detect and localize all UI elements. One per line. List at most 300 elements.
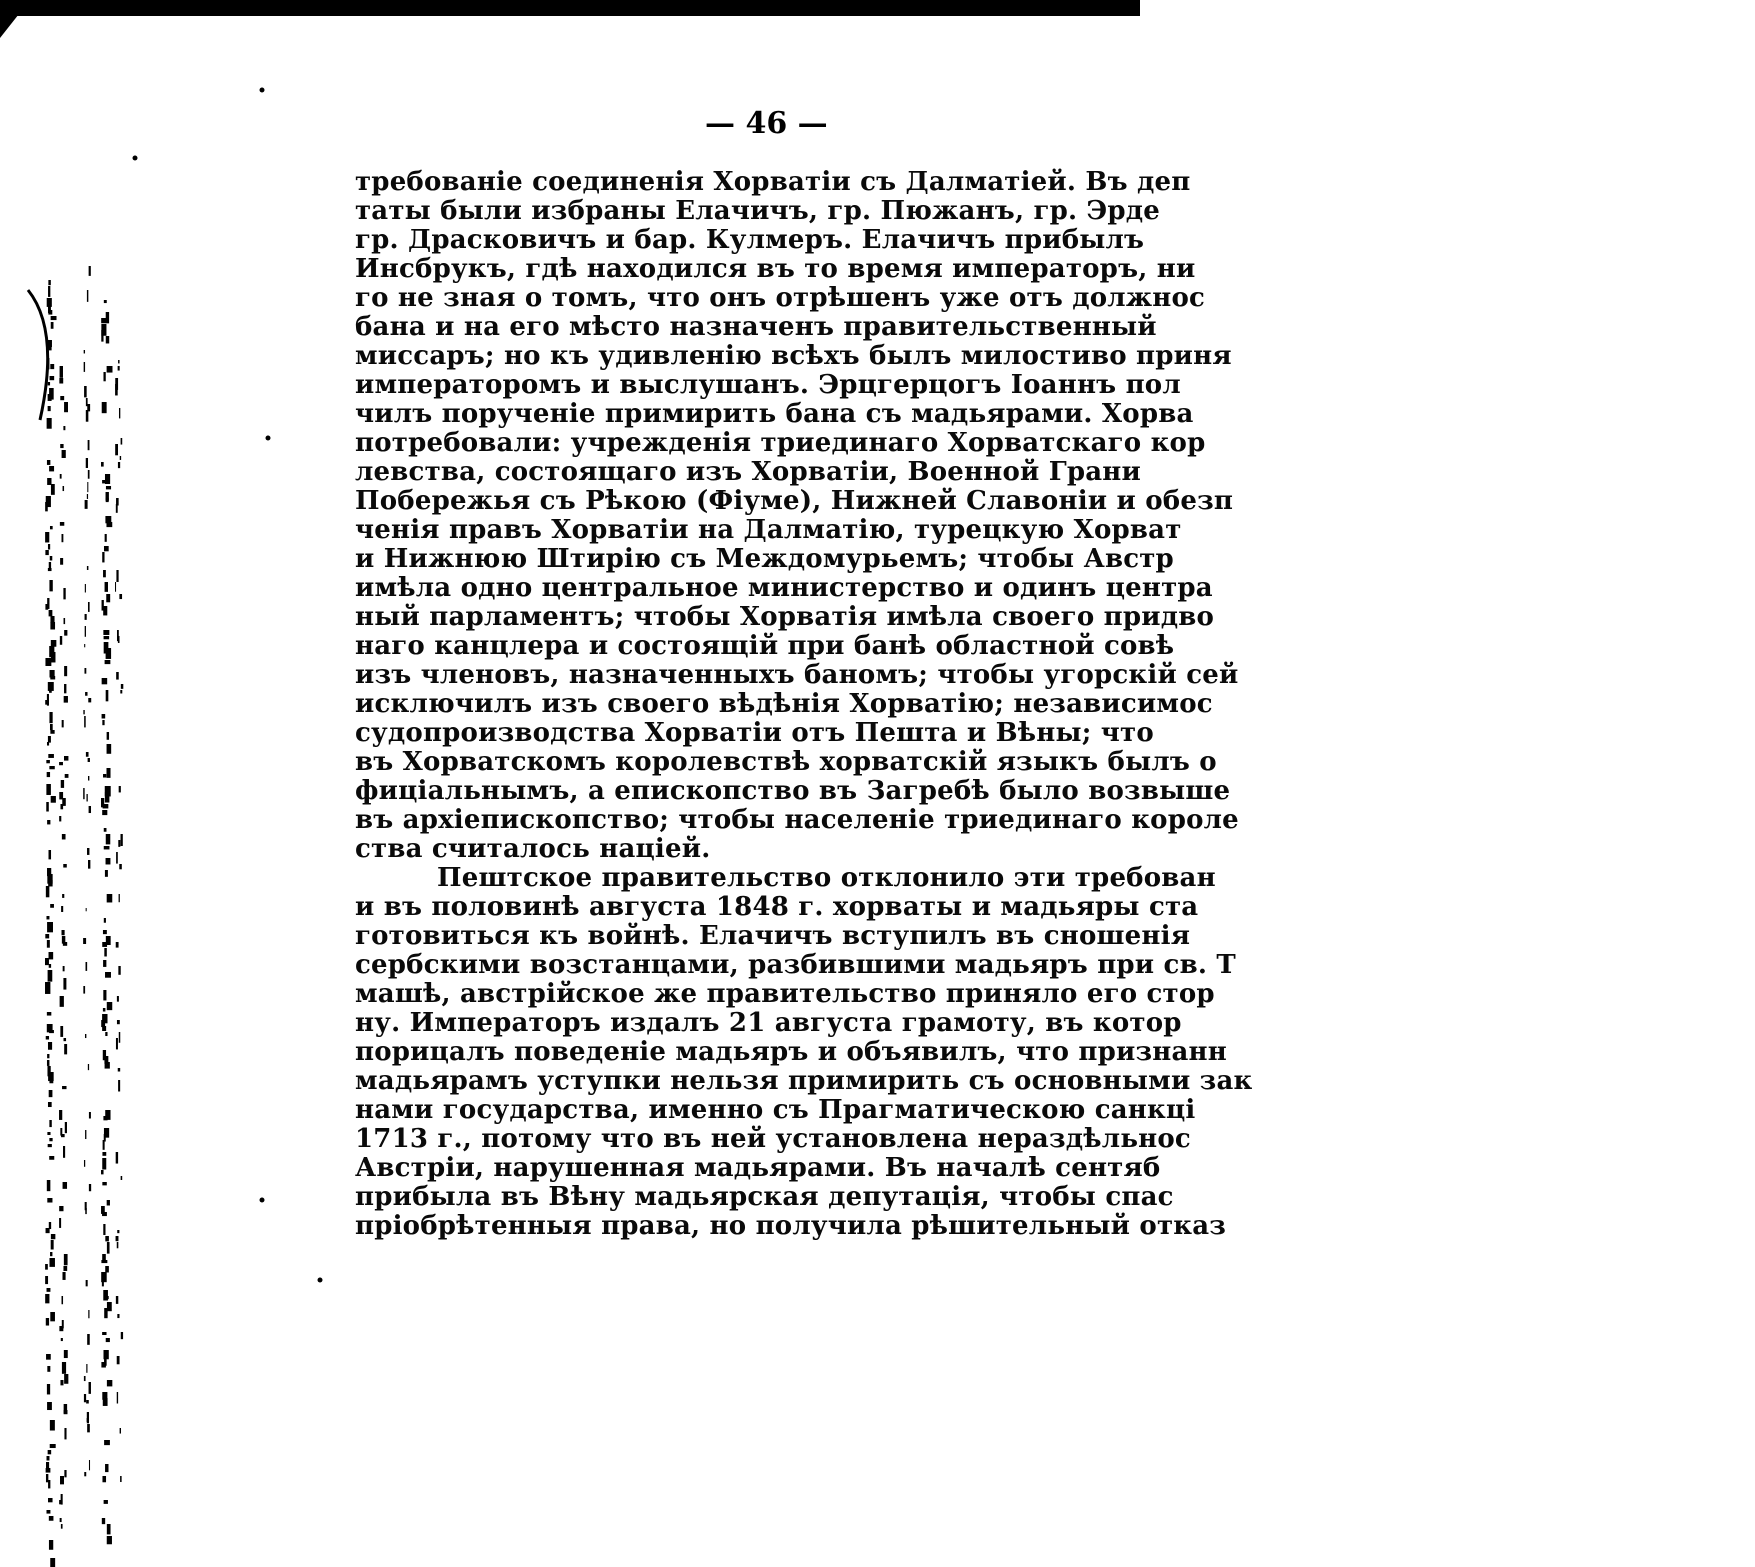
speckle-mark bbox=[48, 736, 51, 743]
speckle-mark bbox=[63, 966, 65, 971]
speckle-mark bbox=[47, 1060, 49, 1066]
speckle-mark bbox=[51, 484, 55, 495]
speckle-mark bbox=[50, 364, 54, 369]
speckle-mark bbox=[49, 580, 52, 591]
speckle-mark bbox=[103, 1224, 105, 1235]
speckle-mark bbox=[61, 906, 63, 912]
speckle-mark bbox=[85, 584, 86, 592]
speckle-mark bbox=[102, 1026, 106, 1031]
speckle-mark bbox=[85, 692, 87, 696]
speckle-mark bbox=[46, 1354, 51, 1360]
speckle-mark bbox=[118, 1080, 120, 1091]
speckle-mark bbox=[46, 1474, 48, 1482]
speckle-mark bbox=[104, 1440, 110, 1445]
speckle-mark bbox=[103, 1140, 105, 1150]
speckle-mark bbox=[64, 1044, 67, 1054]
speckle-mark bbox=[59, 816, 61, 821]
speckle-mark bbox=[119, 894, 120, 902]
speckle-mark bbox=[45, 934, 49, 938]
speckle-mark bbox=[87, 1334, 90, 1345]
speckle-mark bbox=[47, 1054, 49, 1058]
speckle-mark bbox=[47, 1384, 50, 1394]
speckle-mark bbox=[119, 786, 121, 792]
speckle-mark bbox=[64, 1374, 68, 1384]
speckle-mark bbox=[62, 534, 64, 542]
speckle-mark bbox=[50, 556, 53, 560]
speckle-mark bbox=[51, 1234, 55, 1239]
text-line: Австріи, нарушенная мадьярами. Въ началѣ сентяб bbox=[355, 1153, 1161, 1183]
speckle-mark bbox=[51, 796, 56, 803]
speckle-mark bbox=[116, 1038, 118, 1049]
speckle-mark bbox=[64, 1254, 68, 1265]
speckle-mark bbox=[64, 666, 67, 676]
speckle-mark bbox=[59, 1206, 63, 1211]
speckle-mark bbox=[102, 720, 104, 725]
speckle-mark bbox=[48, 1042, 52, 1050]
speckle-mark bbox=[117, 1356, 120, 1364]
speckle-mark bbox=[107, 744, 112, 754]
speckle-mark bbox=[48, 382, 50, 385]
speckle-mark bbox=[86, 458, 88, 468]
speckle-mark bbox=[49, 964, 51, 968]
speckle-mark bbox=[50, 1420, 55, 1431]
speckle-mark bbox=[121, 1332, 123, 1339]
speckle-mark bbox=[117, 1242, 119, 1248]
speckle-mark bbox=[60, 558, 63, 565]
speckle-mark bbox=[116, 1152, 118, 1164]
speckle-mark bbox=[102, 1182, 106, 1185]
speckle-mark bbox=[107, 1002, 112, 1010]
speckle-mark bbox=[48, 1480, 50, 1488]
text-line: и Нижнюю Штирію съ Междомурьемъ; чтобы Австр bbox=[355, 544, 1174, 574]
speckle-mark bbox=[46, 1510, 50, 1514]
speckle-mark bbox=[89, 1112, 91, 1118]
speckle-mark bbox=[49, 1258, 54, 1267]
speckle-mark bbox=[62, 720, 64, 727]
speckle-mark bbox=[64, 1410, 68, 1414]
speckle-mark bbox=[50, 376, 55, 380]
speckle-mark bbox=[102, 1158, 106, 1170]
speckle-mark bbox=[84, 350, 85, 353]
speckle-mark bbox=[47, 742, 49, 746]
speckle-mark bbox=[87, 1424, 90, 1432]
speckle-mark bbox=[85, 500, 88, 509]
speckle-mark bbox=[45, 502, 48, 511]
speckle-mark bbox=[116, 852, 118, 864]
speckle-mark bbox=[105, 870, 108, 877]
speckle-mark bbox=[89, 1184, 91, 1191]
speckle-mark bbox=[116, 672, 119, 680]
speckle-mark bbox=[103, 1116, 107, 1120]
speckle-mark bbox=[45, 604, 48, 610]
speckle-mark bbox=[83, 788, 84, 799]
speckle-mark bbox=[48, 568, 52, 571]
speckle-mark bbox=[45, 700, 49, 705]
text-line: потребовали: учрежденія триединаго Хорватскаго кор bbox=[355, 428, 1206, 458]
speckle-mark bbox=[62, 450, 66, 458]
speckle-mark bbox=[50, 526, 53, 529]
speckle-mark bbox=[102, 714, 106, 718]
speckle-mark bbox=[47, 1288, 51, 1292]
speckle-mark bbox=[104, 918, 106, 923]
speckle-mark bbox=[51, 640, 57, 647]
speckle-mark bbox=[45, 532, 49, 542]
speckle-mark bbox=[60, 366, 63, 378]
speckle-mark bbox=[119, 1032, 120, 1043]
text-line: наго канцлера и состоящій при банѣ областной совѣ bbox=[355, 631, 1175, 661]
speckle-mark bbox=[46, 784, 51, 795]
speckle-mark bbox=[51, 316, 57, 320]
body-text bbox=[355, 168, 1755, 1567]
speckle-mark bbox=[103, 1008, 106, 1012]
text-line: ну. Императоръ издалъ 21 августа грамоту, въ котор bbox=[355, 1008, 1182, 1038]
speckle-mark bbox=[50, 1312, 55, 1321]
speckle-mark bbox=[51, 1240, 54, 1250]
speckle-mark bbox=[104, 546, 109, 551]
speckle-mark bbox=[88, 470, 90, 479]
speckle-mark bbox=[117, 1314, 119, 1318]
speckle-mark bbox=[121, 1176, 123, 1180]
speckle-mark bbox=[47, 1132, 50, 1135]
speckle-mark bbox=[49, 610, 53, 616]
text-line: въ Хорватскомъ королевствѣ хорватскій языкъ былъ о bbox=[355, 747, 1217, 777]
speckle-mark bbox=[105, 534, 107, 542]
speckle-mark bbox=[63, 1182, 67, 1189]
speckle-mark bbox=[63, 486, 65, 491]
speckle-mark bbox=[62, 1272, 65, 1280]
speckle-mark bbox=[49, 1078, 53, 1083]
speckle-mark bbox=[86, 752, 89, 757]
speckle-mark bbox=[48, 754, 54, 758]
text-line: машѣ, австрійское же правительство приняло его стор bbox=[355, 979, 1215, 1009]
speckle-mark bbox=[50, 616, 54, 623]
speckle-mark bbox=[104, 948, 106, 956]
speckle-mark bbox=[119, 408, 120, 418]
stray-dot bbox=[318, 1278, 323, 1283]
text-line: Побережья съ Рѣкою (Фіуме), Нижней Славоніи и обезп bbox=[355, 486, 1234, 516]
speckle-mark bbox=[117, 1020, 120, 1024]
speckle-mark bbox=[106, 594, 110, 602]
speckle-mark bbox=[116, 1296, 118, 1304]
speckle-mark bbox=[46, 1318, 49, 1326]
speckle-mark bbox=[88, 758, 90, 762]
speckle-mark bbox=[88, 1064, 89, 1070]
speckle-mark bbox=[47, 1198, 52, 1203]
speckle-mark bbox=[63, 942, 67, 946]
speckle-mark bbox=[48, 280, 50, 285]
speckle-mark bbox=[46, 886, 50, 897]
text-line: левства, состоящаго изъ Хорватіи, Военной Грани bbox=[355, 457, 1142, 487]
speckle-mark bbox=[119, 594, 122, 599]
speckle-mark bbox=[49, 688, 52, 693]
speckle-mark bbox=[117, 996, 119, 1002]
speckle-mark bbox=[89, 1382, 91, 1394]
speckle-mark bbox=[60, 804, 63, 809]
speckle-mark bbox=[48, 394, 52, 401]
speckle-mark bbox=[120, 690, 122, 693]
speckle-mark bbox=[63, 426, 65, 430]
speckle-mark bbox=[62, 834, 66, 839]
speckle-mark bbox=[86, 1280, 88, 1286]
speckle-mark bbox=[61, 1524, 63, 1529]
speckle-mark bbox=[86, 794, 87, 801]
speckle-mark bbox=[83, 986, 85, 994]
speckle-mark bbox=[49, 766, 54, 769]
speckle-mark bbox=[83, 938, 86, 944]
speckle-mark bbox=[101, 318, 106, 323]
speckle-mark bbox=[106, 498, 109, 502]
text-line: имѣла одно центральное министерство и одинъ центра bbox=[355, 573, 1213, 603]
speckle-mark bbox=[45, 1294, 49, 1303]
speckle-mark bbox=[102, 1476, 106, 1482]
speckle-mark bbox=[60, 996, 64, 1007]
text-line: въ архіепископство; чтобы населеніе триединаго короле bbox=[355, 805, 1239, 835]
speckle-mark bbox=[48, 1144, 52, 1147]
text-line: порицалъ поведеніе мадьяръ и объявилъ, что признанн bbox=[355, 1037, 1228, 1067]
speckle-mark bbox=[121, 684, 123, 689]
speckle-mark bbox=[105, 972, 111, 978]
speckle-mark bbox=[83, 710, 84, 714]
speckle-mark bbox=[103, 630, 109, 635]
speckle-mark bbox=[105, 660, 111, 664]
speckle-mark bbox=[63, 864, 67, 868]
text-line: Пештское правительство отклонило эти требован bbox=[437, 863, 1216, 893]
speckle-mark bbox=[102, 480, 107, 483]
speckle-mark bbox=[107, 1380, 112, 1386]
speckle-mark bbox=[64, 402, 68, 412]
speckle-mark bbox=[48, 1102, 52, 1107]
speckle-mark bbox=[86, 908, 87, 911]
speckle-mark bbox=[51, 652, 56, 662]
text-line: го не зная о томъ, что онъ отрѣшенъ уже отъ должнос bbox=[355, 283, 1206, 313]
speckle-mark bbox=[48, 1498, 53, 1502]
text-line: гр. Драсковичъ и бар. Кулмеръ. Елачичъ прибылъ bbox=[355, 225, 1145, 255]
text-line: Инсбрукъ, гдѣ находился въ то время императоръ, ни bbox=[355, 254, 1196, 284]
speckle-mark bbox=[85, 1034, 86, 1038]
speckle-mark bbox=[45, 550, 48, 555]
speckle-mark bbox=[50, 730, 54, 734]
binding-speckle bbox=[0, 0, 340, 1567]
text-line: нами государства, именно съ Прагматическою санкці bbox=[355, 1095, 1196, 1125]
speckle-mark bbox=[60, 474, 62, 479]
speckle-mark bbox=[49, 850, 52, 859]
speckle-mark bbox=[107, 366, 113, 373]
speckle-mark bbox=[119, 864, 122, 869]
speckle-mark bbox=[84, 668, 86, 674]
speckle-mark bbox=[62, 1296, 64, 1304]
speckle-mark bbox=[61, 780, 64, 788]
speckle-mark bbox=[60, 522, 64, 526]
speckle-mark bbox=[46, 1468, 51, 1473]
speckle-mark bbox=[115, 582, 116, 592]
speckle-mark bbox=[102, 1332, 106, 1335]
speckle-mark bbox=[120, 1428, 121, 1434]
speckle-mark bbox=[107, 1242, 110, 1254]
speckle-mark bbox=[116, 942, 119, 948]
speckle-mark bbox=[106, 1296, 109, 1299]
speckle-mark bbox=[86, 1400, 89, 1404]
speckle-mark bbox=[64, 1350, 68, 1358]
speckle-mark bbox=[120, 1476, 122, 1482]
speckle-mark bbox=[62, 894, 64, 898]
speckle-mark bbox=[115, 444, 118, 455]
speckle-mark bbox=[48, 310, 52, 315]
speckle-mark bbox=[50, 1558, 55, 1567]
speckle-mark bbox=[46, 802, 49, 812]
speckle-mark bbox=[104, 1308, 107, 1318]
speckle-mark bbox=[103, 930, 107, 934]
speckle-mark bbox=[105, 1032, 107, 1036]
page-number: — 46 — bbox=[705, 106, 828, 141]
speckle-mark bbox=[60, 396, 64, 400]
speckle-mark bbox=[120, 456, 121, 460]
speckle-mark bbox=[63, 1266, 67, 1271]
speckle-mark bbox=[105, 1464, 108, 1472]
speckle-mark bbox=[104, 1500, 108, 1504]
speckle-mark bbox=[104, 846, 110, 849]
speckle-mark bbox=[118, 366, 120, 371]
speckle-mark bbox=[64, 696, 68, 703]
speckle-mark bbox=[49, 562, 51, 569]
speckle-mark bbox=[49, 1120, 51, 1127]
speckle-mark bbox=[103, 570, 106, 577]
binding-curve bbox=[28, 290, 48, 420]
speckle-mark bbox=[48, 544, 50, 550]
stray-dot bbox=[133, 156, 138, 161]
speckle-mark bbox=[84, 1376, 86, 1381]
text-line: фиціальнымъ, а епископство въ Загребѣ было возвыше bbox=[355, 776, 1231, 806]
text-line: 1713 г., потому что въ ней установлена нераздѣльнос bbox=[355, 1124, 1191, 1154]
speckle-mark bbox=[87, 566, 89, 570]
speckle-mark bbox=[87, 482, 88, 492]
text-line: бана и на его мѣсто назначенъ правительственный bbox=[355, 312, 1157, 342]
speckle-mark bbox=[103, 372, 105, 381]
speckle-mark bbox=[45, 1264, 48, 1270]
speckle-mark bbox=[50, 904, 54, 908]
speckle-mark bbox=[49, 1540, 53, 1550]
text-line: ченія правъ Хорватіи на Далматію, турецкую Хорват bbox=[355, 515, 1182, 545]
speckle-mark bbox=[106, 690, 109, 701]
speckle-mark bbox=[106, 486, 111, 489]
speckle-mark bbox=[60, 1476, 64, 1484]
stray-dot bbox=[260, 88, 265, 93]
speckle-mark bbox=[64, 618, 66, 624]
speckle-mark bbox=[50, 1252, 52, 1256]
speckle-mark bbox=[104, 828, 107, 832]
speckle-mark bbox=[49, 466, 54, 471]
speckle-mark bbox=[121, 438, 123, 445]
speckle-mark bbox=[88, 440, 90, 450]
speckle-mark bbox=[61, 1338, 63, 1341]
speckle-mark bbox=[103, 606, 107, 615]
speckle-mark bbox=[88, 698, 91, 702]
speckle-mark bbox=[48, 286, 50, 297]
speckle-mark bbox=[85, 626, 86, 637]
speckle-mark bbox=[48, 1450, 52, 1454]
speckle-mark bbox=[86, 962, 88, 971]
speckle-mark bbox=[102, 1278, 104, 1286]
speckle-mark bbox=[86, 1364, 87, 1373]
speckle-mark bbox=[48, 970, 53, 982]
speckle-mark bbox=[49, 1222, 51, 1229]
speckle-mark bbox=[84, 716, 86, 727]
speckle-mark bbox=[89, 806, 91, 813]
speckle-mark bbox=[102, 402, 107, 413]
text-line: мадьярамъ уступки нельзя примирить съ основными зак bbox=[355, 1066, 1253, 1096]
speckle-mark bbox=[85, 1208, 87, 1214]
speckle-mark bbox=[60, 636, 62, 645]
speckle-mark bbox=[87, 494, 88, 499]
speckle-mark bbox=[50, 622, 55, 629]
speckle-mark bbox=[60, 1518, 62, 1522]
speckle-mark bbox=[118, 840, 120, 847]
speckle-mark bbox=[62, 930, 65, 935]
speckle-mark bbox=[50, 724, 53, 730]
speckle-mark bbox=[46, 1036, 49, 1040]
text-line: изъ членовъ, назначенныхъ баномъ; чтобы угорскій сей bbox=[355, 660, 1239, 690]
speckle-mark bbox=[107, 1302, 112, 1311]
speckle-mark bbox=[104, 300, 107, 303]
speckle-mark bbox=[105, 792, 109, 803]
speckle-mark bbox=[103, 990, 106, 1000]
speckle-mark bbox=[46, 1228, 50, 1233]
text-line: императоромъ и выслушанъ. Эрцгерцогъ Іоаннъ пол bbox=[355, 370, 1181, 400]
speckle-mark bbox=[64, 684, 66, 693]
speckle-mark bbox=[47, 1366, 50, 1372]
speckle-mark bbox=[118, 1068, 120, 1072]
speckle-mark bbox=[60, 1380, 63, 1385]
speckle-mark bbox=[60, 1026, 63, 1037]
speckle-mark bbox=[118, 360, 119, 363]
speckle-mark bbox=[59, 762, 63, 765]
stray-dot bbox=[266, 436, 271, 441]
text-line: судопроизводства Хорватіи отъ Пешта и Вѣны; что bbox=[355, 718, 1154, 748]
speckle-mark bbox=[107, 1524, 111, 1534]
speckle-mark bbox=[117, 1230, 119, 1233]
speckle-mark bbox=[106, 336, 109, 343]
speckle-mark bbox=[107, 894, 113, 902]
speckle-mark bbox=[101, 1260, 107, 1263]
speckle-mark bbox=[49, 1138, 52, 1141]
speckle-mark bbox=[84, 1160, 85, 1167]
speckle-mark bbox=[88, 776, 89, 781]
speckle-mark bbox=[102, 942, 107, 947]
speckle-mark bbox=[88, 602, 90, 612]
speckle-mark bbox=[48, 406, 51, 411]
speckle-mark bbox=[101, 1170, 104, 1174]
text-line: готовиться къ войнѣ. Елачичъ вступилъ въ сношенія bbox=[355, 921, 1191, 951]
speckle-mark bbox=[62, 1362, 66, 1374]
speckle-mark bbox=[105, 1236, 109, 1241]
speckle-mark bbox=[84, 1394, 86, 1402]
speckle-mark bbox=[59, 1326, 63, 1331]
speckle-mark bbox=[47, 1180, 51, 1191]
speckle-mark bbox=[105, 1062, 110, 1069]
speckle-mark bbox=[107, 732, 109, 740]
text-line: чилъ порученіе примирить бана съ мадьярами. Хорва bbox=[355, 399, 1194, 429]
speckle-mark bbox=[47, 772, 50, 777]
stray-dot bbox=[260, 1198, 265, 1203]
speckle-mark bbox=[47, 418, 52, 429]
speckle-mark bbox=[63, 1146, 65, 1158]
speckle-mark bbox=[65, 774, 69, 778]
speckle-mark bbox=[45, 1276, 48, 1284]
speckle-mark bbox=[87, 290, 88, 302]
speckle-mark bbox=[50, 1444, 56, 1448]
speckle-mark bbox=[106, 768, 110, 778]
speckle-mark bbox=[49, 1090, 53, 1097]
speckle-mark bbox=[46, 760, 50, 763]
